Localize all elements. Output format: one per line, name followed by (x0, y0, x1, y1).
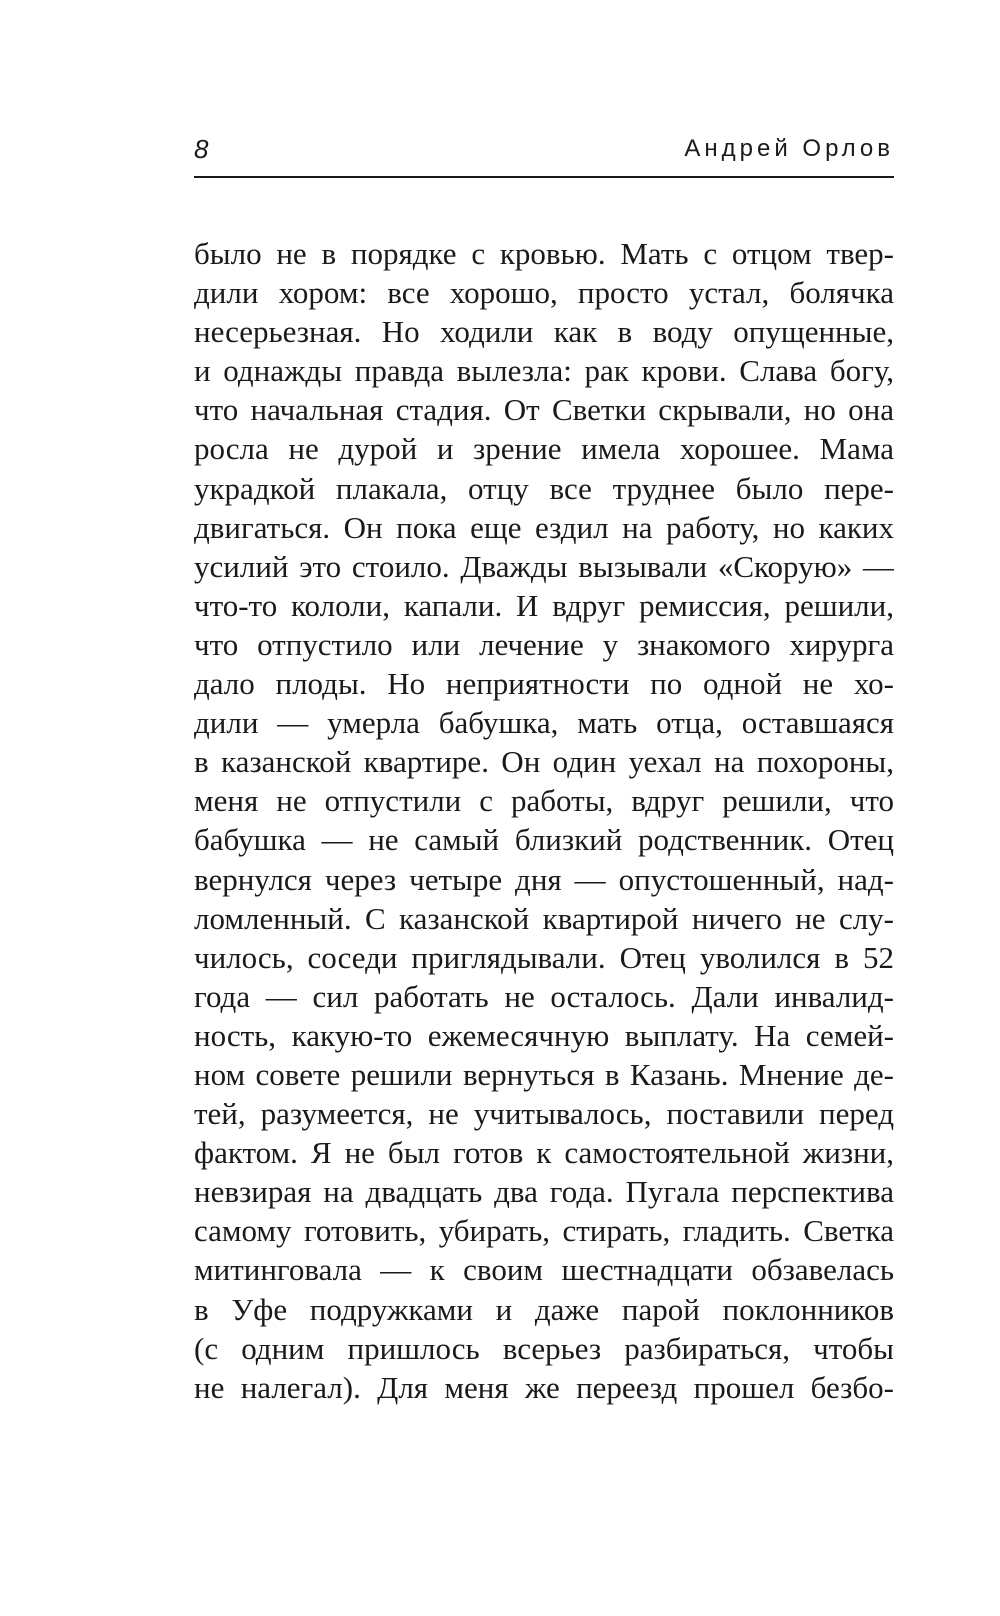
text-line: в казанской квартире. Он один уехал на похороны, (194, 744, 894, 780)
text-line: (с одним пришлось всерьез разбираться, чтобы (194, 1330, 894, 1366)
text-line: усилий это стоило. Дважды вызывали «Скорую» — (194, 548, 894, 584)
running-title: Андрей Орлов (684, 135, 894, 162)
page-number: 8 (194, 134, 209, 164)
text-line: ломленный. С казанской квартирой ничего не слу- (194, 900, 894, 936)
text-line: меня не отпустили с работы, вдруг решили, что (194, 783, 894, 819)
text-line: года — сил работать не осталось. Дали инвалид- (194, 978, 894, 1014)
text-line: самому готовить, убирать, стирать, гладить. Светка (194, 1213, 894, 1249)
text-line: и однажды правда вылезла: рак крови. Слава богу, (194, 353, 894, 389)
header-rule (194, 176, 894, 178)
text-line: дили — умерла бабушка, мать отца, оставшаяся (194, 705, 894, 741)
text-line: несерьезная. Но ходили как в воду опущенные, (194, 314, 894, 350)
text-line: фактом. Я не был готов к самостоятельной жизни, (194, 1135, 894, 1171)
text-line: росла не дурой и зрение имела хорошее. Мама (194, 431, 894, 467)
text-line: украдкой плакала, отцу все труднее было пере- (194, 470, 894, 506)
text-line: было не в порядке с кровью. Мать с отцом твер- (194, 236, 894, 271)
text-line: митинговала — к своим шестнадцати обзавелась (194, 1252, 894, 1288)
text-line: дало плоды. Но неприятности по одной не хо- (194, 666, 894, 702)
text-line: бабушка — не самый близкий родственник. Отец (194, 822, 894, 858)
text-line: что начальная стадия. От Светки скрывали, но она (194, 392, 894, 428)
text-line: в Уфе подружками и даже парой поклонников (194, 1291, 894, 1327)
text-line: что-то кололи, капали. И вдруг ремиссия, решили, (194, 587, 894, 623)
text-line: ность, какую-то ежемесячную выплату. На семей- (194, 1017, 894, 1053)
body-text (194, 234, 894, 1407)
text-line: вернулся через четыре дня — опустошенный, над- (194, 861, 894, 897)
page-header (194, 132, 894, 176)
text-line: не налегал). Для меня же переезд прошел безбо- (194, 1369, 894, 1405)
text-line: двигаться. Он пока еще ездил на работу, но каких (194, 509, 894, 545)
text-line: тей, разумеется, не учитывалось, поставили перед (194, 1096, 894, 1132)
text-line: ном совете решили вернуться в Казань. Мнение де- (194, 1056, 894, 1092)
text-line: невзирая на двадцать два года. Пугала перспектива (194, 1174, 894, 1210)
text-line: дили хором: все хорошо, просто устал, болячка (194, 275, 894, 311)
text-line: что отпустило или лечение у знакомого хирурга (194, 626, 894, 662)
text-line: чилось, соседи приглядывали. Отец уволился в 52 (194, 939, 894, 975)
